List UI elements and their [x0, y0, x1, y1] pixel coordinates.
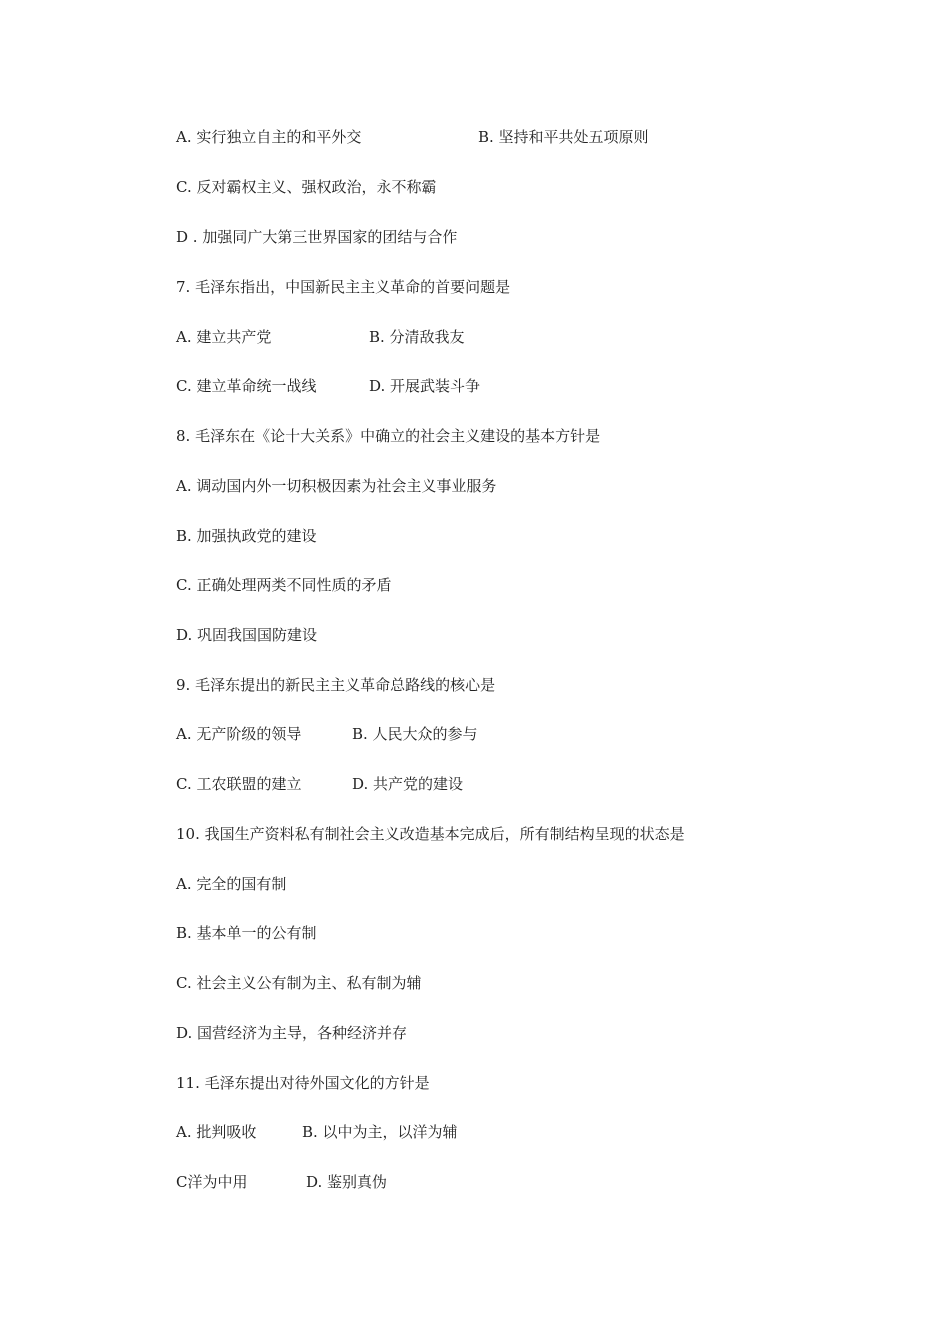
- option-c: C. 正确处理两类不同性质的矛盾: [176, 576, 392, 594]
- option-c: C洋为中用: [176, 1173, 248, 1191]
- question-text: 11. 毛泽东提出对待外国文化的方针是: [176, 1074, 430, 1092]
- question-text: 7. 毛泽东指出，中国新民主主义革命的首要问题是: [176, 278, 511, 296]
- option-c: C. 社会主义公有制为主、私有制为辅: [176, 974, 422, 992]
- option-d: D. 开展武装斗争: [369, 377, 481, 395]
- option-d: D. 鉴别真伪: [306, 1173, 388, 1191]
- option-b: B. 以中为主，以洋为辅: [302, 1123, 458, 1141]
- option-c: C. 工农联盟的建立: [176, 775, 302, 793]
- option-b: B. 分清敌我友: [369, 328, 465, 346]
- question-text: 10. 我国生产资料私有制社会主义改造基本完成后，所有制结构呈现的状态是: [176, 825, 685, 843]
- option-a: A. 批判吸收: [176, 1123, 257, 1141]
- option-a: A. 无产阶级的领导: [176, 725, 302, 743]
- option-c: C. 反对霸权主义、强权政治，永不称霸: [176, 178, 437, 196]
- option-a: A. 完全的国有制: [176, 875, 287, 893]
- option-b: B. 坚持和平共处五项原则: [478, 128, 649, 146]
- option-c: C. 建立革命统一战线: [176, 377, 317, 395]
- option-b: B. 加强执政党的建设: [176, 527, 317, 545]
- option-d: D. 共产党的建设: [352, 775, 464, 793]
- option-b: B. 人民大众的参与: [352, 725, 478, 743]
- option-b: B. 基本单一的公有制: [176, 924, 317, 942]
- option-a: A. 建立共产党: [176, 328, 272, 346]
- option-d: D. 巩固我国国防建设: [176, 626, 318, 644]
- question-text: 9. 毛泽东提出的新民主主义革命总路线的核心是: [176, 676, 496, 694]
- option-a: A. 实行独立自主的和平外交: [176, 128, 362, 146]
- question-text: 8. 毛泽东在《论十大关系》中确立的社会主义建设的基本方针是: [176, 427, 601, 445]
- option-d: D . 加强同广大第三世界国家的团结与合作: [176, 228, 458, 246]
- option-a: A. 调动国内外一切积极因素为社会主义事业服务: [176, 477, 497, 495]
- option-d: D. 国营经济为主导，各种经济并存: [176, 1024, 408, 1042]
